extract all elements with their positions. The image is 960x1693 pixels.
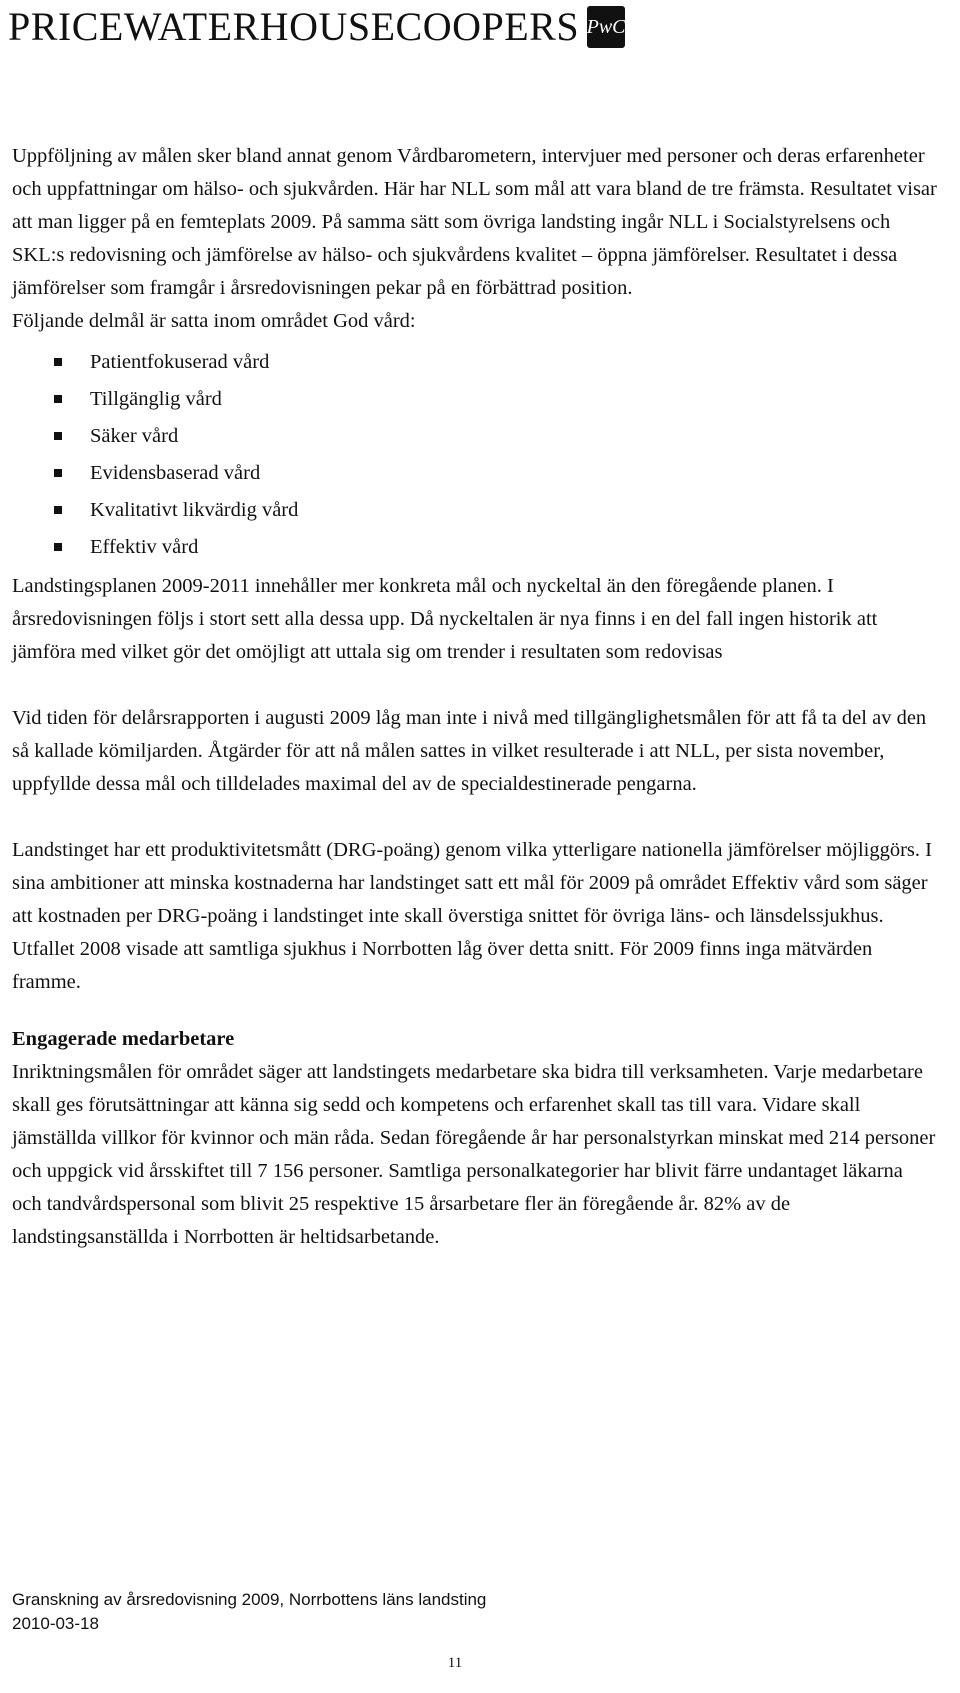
logo-mark-icon: PwC bbox=[587, 6, 625, 48]
footer-date: 2010-03-18 bbox=[12, 1614, 99, 1633]
list-item: Kvalitativt likvärdig vård bbox=[12, 492, 937, 529]
paragraph-delmal-intro: Följande delmål är satta inom området God vård: bbox=[12, 310, 416, 332]
paragraph-kommiljarden: Vid tiden för delårsrapporten i augusti 2009 låg man inte i nivå med tillgänglighetsmålen för att få ta del av den så kallade kömiljarden. Åtgärder för att nå målen sattes in vilket resulterade i att NLL, per sista november, uppfyllde dessa mål och tilldelades maximal del av de specialdestinerade pengarna. bbox=[12, 707, 927, 795]
paragraph-landstingsplanen: Landstingsplanen 2009-2011 innehåller mer konkreta mål och nyckeltal än den föregående planen. I årsredovisningen följs i stort sett alla dessa upp. Då nyckeltalen är nya finns i en del fall ingen historik att jämföra med vilket gör det omöjligt att uttala sig om trender i resultaten som redovisas bbox=[12, 575, 878, 663]
list-item: Tillgänglig vård bbox=[12, 381, 937, 418]
delmal-list bbox=[12, 344, 937, 566]
document-body bbox=[12, 140, 937, 1254]
bullet-square-icon bbox=[54, 395, 62, 403]
list-item: Säker vård bbox=[12, 418, 937, 455]
bullet-square-icon bbox=[54, 469, 62, 477]
page-number: 11 bbox=[447, 1655, 463, 1671]
section-heading: Engagerade medarbetare bbox=[12, 1028, 235, 1050]
bullet-square-icon bbox=[54, 506, 62, 514]
bullet-square-icon bbox=[54, 358, 62, 366]
paragraph-vardbarometern: Uppföljning av målen sker bland annat genom Vårdbarometern, intervjuer med personer och deras erfarenheter och uppfattningar om hälso- och sjukvården. Här har NLL som mål att vara bland de tre främsta. Resultatet visar att man ligger på en femteplats 2009. På samma sätt som övriga landsting ingår NLL i Socialstyrelsens och SKL:s redovisning och jämförelse av hälso- och sjukvårdens kvalitet – öppna jämförelser. Resultatet i dessa jämförelser som framgår i årsredovisningen pekar på en förbättrad position. bbox=[12, 145, 937, 299]
list-item: Evidensbaserad vård bbox=[12, 455, 937, 492]
company-logo bbox=[8, 6, 625, 48]
paragraph-drg-poang: Landstinget har ett produktivitetsmått (DRG-poäng) genom vilka ytterligare nationella jämförelser möjliggörs. I sina ambitioner att minska kostnaderna har landstinget satt ett mål för 2009 på området Effektiv vård som säger att kostnaden per DRG-poäng i landstinget inte skall överstiga snittet för övriga läns- och länsdelssjukhus. Utfallet 2008 visade att samtliga sjukhus i Norrbotten låg över detta snitt. För 2009 finns inga mätvärden framme. bbox=[12, 839, 932, 993]
list-item: Patientfokuserad vård bbox=[12, 344, 937, 381]
bullet-square-icon bbox=[54, 543, 62, 551]
page-footer bbox=[12, 1588, 486, 1636]
footer-report-title: Granskning av årsredovisning 2009, Norrbottens läns landsting bbox=[12, 1590, 487, 1609]
bullet-square-icon bbox=[54, 432, 62, 440]
logo-wordmark: PRICEWATERHOUSECOOPERS bbox=[8, 4, 580, 49]
paragraph-medarbetare: Inriktningsmålen för området säger att landstingets medarbetare ska bidra till verksamheten. Varje medarbetare skall ges förutsättningar att känna sig sedd och kompetens och erfarenhet skall tas till vara. Vidare skall jämställda villkor för kvinnor och män råda. Sedan föregående år har personalstyrkan minskat med 214 personer och uppgick vid årsskiftet till 7 156 personer. Samtliga personalkategorier har blivit färre undantaget läkarna och tandvårdspersonal som blivit 25 respektive 15 årsarbetare fler än föregående år. 82% av de landstingsanställda i Norrbotten är heltidsarbetande. bbox=[12, 1061, 936, 1248]
list-item: Effektiv vård bbox=[12, 529, 937, 566]
